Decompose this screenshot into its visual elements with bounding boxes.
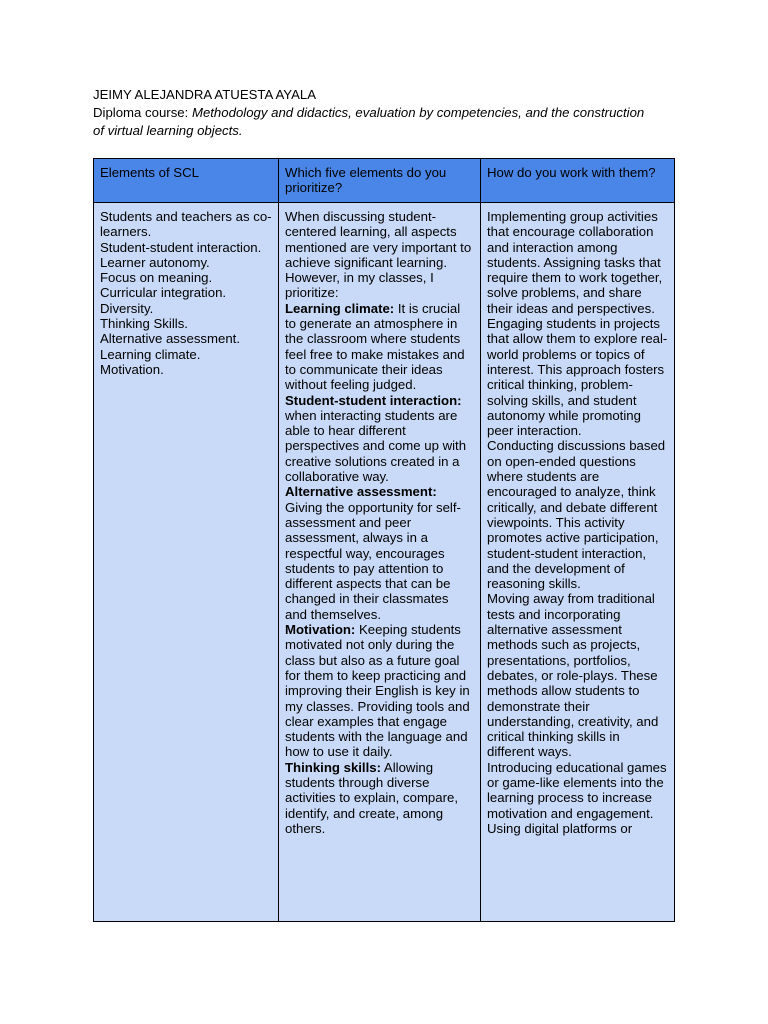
priority-label: Motivation:: [285, 622, 356, 638]
priority-item: [285, 622, 474, 760]
element-item: Students and teachers as co-learners.: [100, 209, 272, 240]
element-item: Student-student interaction.: [100, 239, 262, 255]
priority-label: Student-student interaction:: [285, 392, 462, 408]
priorities-cell: [279, 203, 481, 922]
priority-item: [285, 393, 474, 485]
scl-table: [93, 158, 675, 922]
priorities-intro: When discussing student-centered learning, all aspects mentioned are very important to achieve significant learning. However, in my classes, I prioritize:: [285, 209, 472, 301]
method-item: Moving away from traditional tests and incorporating alternative assessment methods such as projects, presentations, portfolios, debates, or role-plays. These methods allow students to demonstrate their understanding, creativity, and critical thinking skills in different ways.: [487, 591, 659, 760]
element-item: Alternative assessment.: [100, 331, 240, 347]
header-methods: How do you work with them?: [481, 159, 675, 203]
element-item: Learning climate.: [100, 346, 201, 362]
priority-text: when interacting students are able to hear different perspectives and come up with creative solutions created in a collaborative way.: [285, 407, 467, 485]
method-item: Introducing educational games or game-like elements into the learning process to increase motivation and engagement.: [487, 759, 667, 821]
element-item: Motivation.: [100, 361, 164, 377]
method-item: Conducting discussions based on open-ended questions where students are encouraged to analyze, think critically, and debate different viewpoints. This activity promotes active participation, student-student interaction, and the development of reasoning skills.: [487, 438, 666, 592]
header-priorities: Which five elements do you prioritize?: [279, 159, 481, 203]
course-label: Diploma course:: [93, 105, 192, 120]
method-item: Engaging students in projects that allow them to explore real-world problems or topics of interest. This approach fosters critical thinking, problem-solving skills, and student autonomy while promoting peer interaction.: [487, 316, 668, 439]
methods-cell: [481, 203, 675, 922]
course-title: Methodology and didactics, evaluation by competencies, and the construction of virtual learning objects.: [93, 105, 645, 138]
priority-text: It is crucial to generate an atmosphere in the classroom where students feel free to make mistakes and to communicate their ideas without feeling judged.: [285, 300, 465, 393]
element-item: Focus on meaning.: [100, 270, 213, 286]
elements-cell: [94, 203, 279, 922]
priority-item: [285, 484, 474, 622]
document-header: [93, 86, 653, 140]
method-item: Implementing group activities that encourage collaboration and interaction among students. Assigning tasks that require them to work together, solve problems, and share their ideas and perspectives.: [487, 209, 663, 316]
header-elements: Elements of SCL: [94, 159, 279, 203]
priority-item: [285, 760, 474, 836]
priority-item: [285, 301, 474, 393]
element-item: Thinking Skills.: [100, 316, 188, 332]
element-item: Curricular integration.: [100, 285, 227, 301]
priority-text: Allowing students through diverse activities to explain, compare, identify, and create, among others.: [285, 759, 458, 836]
priority-label: Thinking skills:: [285, 759, 381, 775]
course-line: [93, 104, 653, 140]
priority-text: Giving the opportunity for self-assessment and peer assessment, always in a respectful way, encourages students to pay attention to different aspects that can be changed in their classmates and themselves.: [285, 499, 461, 622]
method-item: Using digital platforms or: [487, 820, 633, 836]
table-body-row: [94, 203, 675, 922]
element-item: Learner autonomy.: [100, 254, 210, 270]
table-header-row: [94, 159, 675, 203]
element-item: Diversity.: [100, 300, 154, 316]
priority-text: Keeping students motivated not only during the class but also as a future goal for them to keep practicing and improving their English is key in my classes. Providing tools and clear examples that engage students with the language and how to use it daily.: [285, 622, 470, 760]
author-name: JEIMY ALEJANDRA ATUESTA AYALA: [93, 87, 317, 102]
priority-label: Learning climate:: [285, 300, 395, 316]
priority-label: Alternative assessment:: [285, 484, 437, 500]
